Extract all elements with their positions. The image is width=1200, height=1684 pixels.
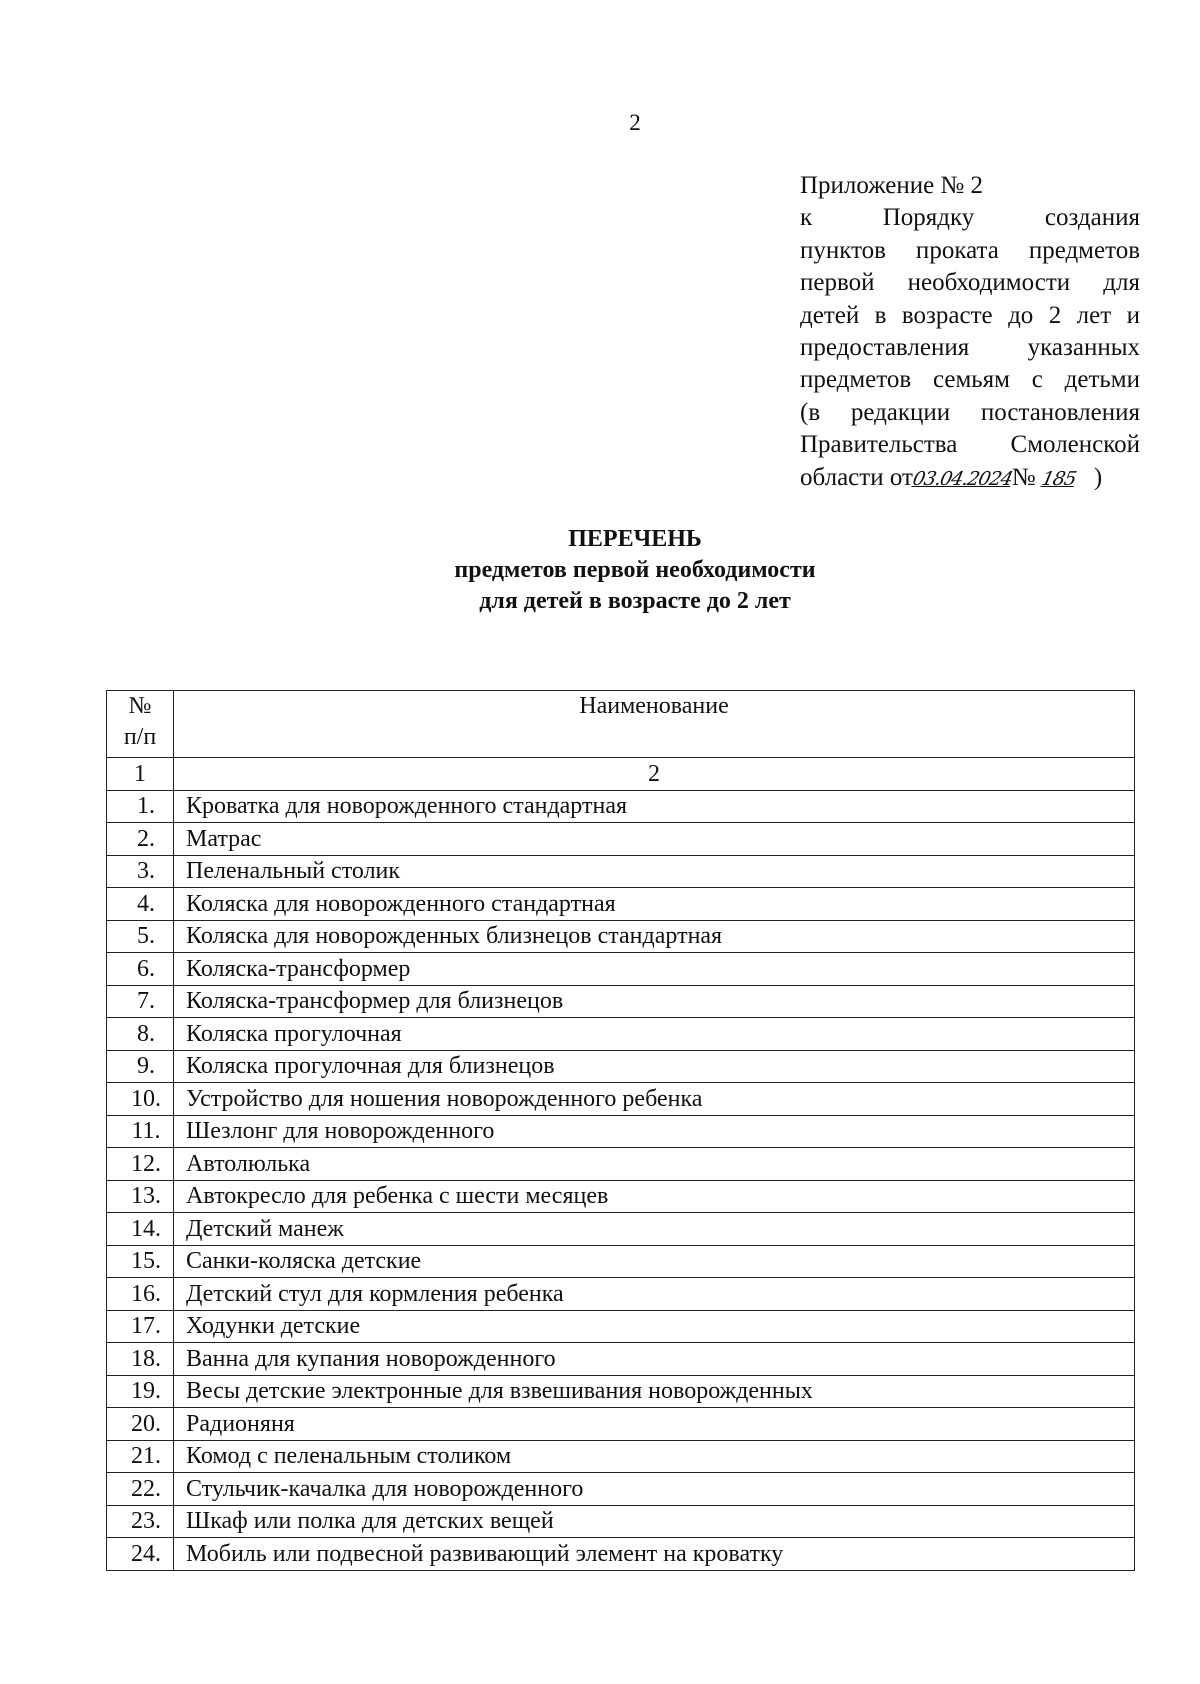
row-name-cell: Мобиль или подвесной развивающий элемент на кроватку <box>174 1538 1135 1571</box>
table-row <box>107 1213 1135 1246</box>
row-number-cell: 7. <box>107 985 174 1018</box>
row-name-cell: Кроватка для новорожденного стандартная <box>174 790 1135 823</box>
row-number-cell: 5. <box>107 920 174 953</box>
items-table <box>106 690 1135 1571</box>
table-row <box>107 1115 1135 1148</box>
table-row <box>107 1180 1135 1213</box>
handwritten-number: 185 <box>1039 467 1078 490</box>
row-name-cell: Шкаф или полка для детских вещей <box>174 1505 1135 1538</box>
appendix-line: к Порядку создания <box>800 204 1140 232</box>
table-row <box>107 1245 1135 1278</box>
document-title <box>0 524 1200 617</box>
table-row <box>107 855 1135 888</box>
table-row <box>107 888 1135 921</box>
table-row <box>107 790 1135 823</box>
row-name-cell: Весы детские электронные для взвешивания новорожденных <box>174 1375 1135 1408</box>
row-number-cell: 11. <box>107 1115 174 1148</box>
row-number-cell: 4. <box>107 888 174 921</box>
page-number: 2 <box>629 110 641 135</box>
appendix-date-prefix: области от <box>800 463 913 491</box>
table-row <box>107 1083 1135 1116</box>
row-number-cell: 2. <box>107 823 174 856</box>
title-line-3: для детей в возрасте до 2 лет <box>479 588 791 614</box>
column-index-cell: 2 <box>174 758 1135 791</box>
row-name-cell: Коляска прогулочная <box>174 1018 1135 1051</box>
table-row <box>107 985 1135 1018</box>
title-line-1: ПЕРЕЧЕНЬ <box>568 526 702 552</box>
appendix-line: пунктов проката предметов <box>800 236 1140 264</box>
table-row <box>107 1408 1135 1441</box>
row-number-cell: 10. <box>107 1083 174 1116</box>
row-name-cell: Шезлонг для новорожденного <box>174 1115 1135 1148</box>
appendix-number-prefix: № <box>1011 463 1036 491</box>
handwritten-date: 03.04.2024 <box>910 467 1015 490</box>
row-number-cell: 9. <box>107 1050 174 1083</box>
header-number-sign: № <box>128 693 152 719</box>
column-index-cell: 1 <box>107 758 174 791</box>
table-row <box>107 823 1135 856</box>
row-name-cell: Стульчик-качалка для новорожденного <box>174 1473 1135 1506</box>
title-line-2: предметов первой необходимости <box>454 557 816 583</box>
appendix-line: первой необходимости для <box>800 269 1140 297</box>
appendix-line: Правительства Смоленской <box>800 431 1140 459</box>
row-name-cell: Детский манеж <box>174 1213 1135 1246</box>
header-number-cell <box>107 691 174 758</box>
row-number-cell: 23. <box>107 1505 174 1538</box>
row-number-cell: 24. <box>107 1538 174 1571</box>
row-name-cell: Коляска-трансформер <box>174 953 1135 986</box>
row-number-cell: 13. <box>107 1180 174 1213</box>
row-name-cell: Устройство для ношения новорожденного ребенка <box>174 1083 1135 1116</box>
table-row <box>107 1505 1135 1538</box>
row-name-cell: Комод с пеленальным столиком <box>174 1440 1135 1473</box>
appendix-block <box>800 170 1140 495</box>
row-number-cell: 18. <box>107 1343 174 1376</box>
row-number-cell: 8. <box>107 1018 174 1051</box>
row-number-cell: 21. <box>107 1440 174 1473</box>
row-name-cell: Матрас <box>174 823 1135 856</box>
appendix-line: предоставления указанных <box>800 334 1140 362</box>
row-number-cell: 15. <box>107 1245 174 1278</box>
appendix-closing-paren: ) <box>1093 463 1103 491</box>
row-number-cell: 16. <box>107 1278 174 1311</box>
row-number-cell: 1. <box>107 790 174 823</box>
table-row <box>107 953 1135 986</box>
row-number-cell: 12. <box>107 1148 174 1181</box>
row-number-cell: 19. <box>107 1375 174 1408</box>
table-row <box>107 1440 1135 1473</box>
row-name-cell: Автолюлька <box>174 1148 1135 1181</box>
table-row <box>107 1018 1135 1051</box>
row-name-cell: Коляска для новорожденных близнецов стандартная <box>174 920 1135 953</box>
row-name-cell: Детский стул для кормления ребенка <box>174 1278 1135 1311</box>
appendix-line: (в редакции постановления <box>800 398 1140 426</box>
appendix-line: предметов семьям с детьми <box>800 366 1140 394</box>
row-name-cell: Автокресло для ребенка с шести месяцев <box>174 1180 1135 1213</box>
row-name-cell: Пеленальный столик <box>174 855 1135 888</box>
column-index-row <box>107 758 1135 791</box>
row-number-cell: 22. <box>107 1473 174 1506</box>
row-name-cell: Радионяня <box>174 1408 1135 1441</box>
row-number-cell: 6. <box>107 953 174 986</box>
table-row <box>107 1538 1135 1571</box>
table-row <box>107 1310 1135 1343</box>
table-row <box>107 920 1135 953</box>
appendix-last-line <box>800 462 1140 495</box>
appendix-line: детей в возрасте до 2 лет и <box>800 301 1140 329</box>
table-row <box>107 1278 1135 1311</box>
header-name-cell: Наименование <box>174 691 1135 758</box>
row-name-cell: Коляска для новорожденного стандартная <box>174 888 1135 921</box>
row-name-cell: Ванна для купания новорожденного <box>174 1343 1135 1376</box>
table-row <box>107 1343 1135 1376</box>
row-number-cell: 17. <box>107 1310 174 1343</box>
row-number-cell: 3. <box>107 855 174 888</box>
appendix-line: Приложение № 2 <box>800 172 984 199</box>
table-row <box>107 1473 1135 1506</box>
table-header-row <box>107 691 1135 758</box>
table-row <box>107 1375 1135 1408</box>
row-number-cell: 14. <box>107 1213 174 1246</box>
row-name-cell: Санки-коляска детские <box>174 1245 1135 1278</box>
table-row <box>107 1050 1135 1083</box>
header-number-abbr: п/п <box>123 724 157 750</box>
row-name-cell: Ходунки детские <box>174 1310 1135 1343</box>
row-name-cell: Коляска прогулочная для близнецов <box>174 1050 1135 1083</box>
table-row <box>107 1148 1135 1181</box>
row-number-cell: 20. <box>107 1408 174 1441</box>
row-name-cell: Коляска-трансформер для близнецов <box>174 985 1135 1018</box>
